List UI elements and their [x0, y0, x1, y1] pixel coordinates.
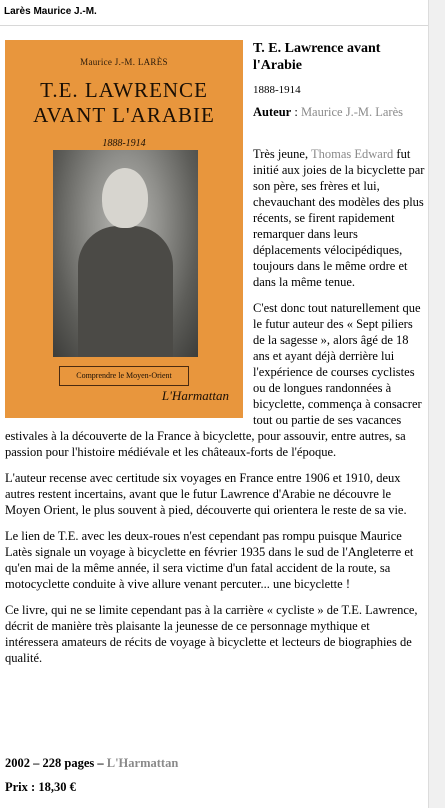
author-link[interactable]: Maurice J.-M. Larès: [300, 105, 403, 119]
description-paragraph-3: L'auteur recense avec certitude six voyages en France entre 1906 et 1910, deux autres restent incertains, avant que le futur Lawrence d'Arabie ne découvre le Moyen Orient, le plus souvent à pied, découverte qui orientera le reste de sa vie.: [5, 471, 407, 517]
book-content: [5, 40, 425, 676]
cover-title: [5, 78, 243, 128]
cover-years: 1888-1914: [102, 138, 146, 149]
pages-info: 2002 – 228 pages –: [5, 756, 107, 770]
portrait-body: [78, 226, 173, 357]
p1-start: Très jeune,: [253, 147, 311, 161]
price: Prix : 18,30 €: [5, 780, 76, 794]
thomas-edward-link[interactable]: Thomas Edward: [311, 147, 394, 161]
cover-title-line2: AVANT L'ARABIE: [33, 103, 215, 127]
description-paragraph-2: C'est donc tout naturellement que le futur auteur des « Sept piliers de la sagesse », alors âgé de 18 ans et ayant déjà derrière lui l'expérience de courses cyclistes ou de longues randonnées à bicyclette, commença à consacrer tout ou partie de ses vacances estivales à la découverte de la France à bicyclette, pour assouvir, entre autres, sa passion pour l'histoire médiévale et les châteaux-forts de l'époque.: [5, 301, 422, 459]
book-years: 1888-1914: [253, 84, 301, 96]
vertical-scrollbar[interactable]: [428, 0, 445, 808]
author-label: Auteur: [253, 105, 292, 119]
cover-portrait-photo: [53, 150, 198, 357]
publication-details: [5, 756, 178, 771]
book-cover-image: [5, 40, 243, 418]
cover-series: Comprendre le Moyen-Orient: [59, 366, 189, 386]
portrait-head: [102, 168, 148, 228]
description-paragraph-4: Le lien de T.E. avec les deux-roues n'est cependant pas rompu puisque Maurice Latès signale un voyage à bicyclette en février 1935 dans le sud de l'Angleterre et qu'en mai de la même année, il sera victime d'un fatal accident de la route, sa motocyclette conduite à vive allure venant percuter... une bicyclette !: [5, 529, 414, 591]
header-author: Larès Maurice J.-M.: [4, 6, 97, 17]
p1-rest: fut initié aux joies de la bicyclette par son père, ses frères et lui, chevauchant des modèles des plus récents, se firent rapidement remarquer dans leurs déplacements vélocipédiques, toujours dans le même ordre et dans la même tenue.: [253, 147, 425, 289]
cover-publisher-logo: L'Harmattan: [161, 388, 229, 403]
author-separator: :: [291, 105, 301, 119]
page-header: [0, 0, 445, 26]
book-title: T. E. Lawrence avant l'Arabie: [253, 41, 381, 73]
publisher-link[interactable]: L'Harmattan: [106, 756, 179, 770]
description-paragraph-5: Ce livre, qui ne se limite cependant pas à la carrière « cycliste » de T.E. Lawrence, décrit de manière très plaisante la jeunesse de ce personnage mythique et intéressera amateurs de récits de voyage à bicyclette et lecteurs de biographies de qualité.: [5, 603, 418, 665]
cover-title-line1: T.E. LAWRENCE: [40, 78, 208, 102]
cover-author: Maurice J.-M. LARÈS: [80, 57, 168, 67]
